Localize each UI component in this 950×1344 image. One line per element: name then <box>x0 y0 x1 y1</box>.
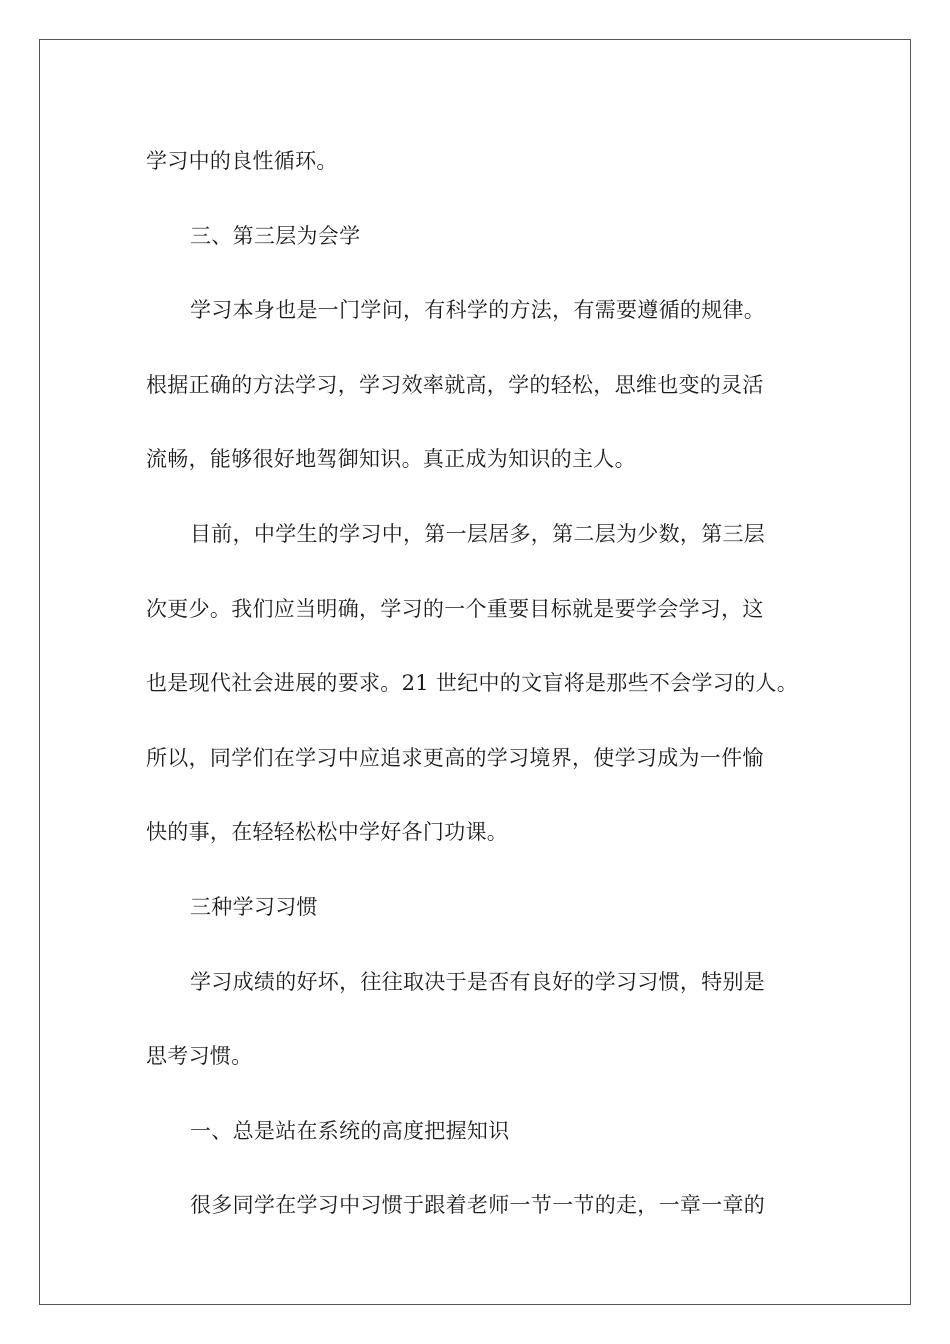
section-heading-third-level: 三、第三层为会学 <box>190 223 361 248</box>
paragraph-line: 次更少。我们应当明确，学习的一个重要目标就是要学会学习，这 <box>146 596 764 621</box>
paragraph-line: 学习本身也是一门学问，有科学的方法，有需要遵循的规律。 <box>190 298 766 323</box>
paragraph-line: 根据正确的方法学习，学习效率就高，学的轻松，思维也变的灵活 <box>146 372 764 397</box>
paragraph-line: 所以，同学们在学习中应追求更高的学习境界，使学习成为一件愉 <box>146 745 764 770</box>
paragraph-continuation: 学习中的良性循环。 <box>146 149 338 173</box>
paragraph-line: 思考习惯。 <box>146 1044 253 1069</box>
section-heading-habits: 三种学习习惯 <box>190 894 318 919</box>
subsection-heading-system: 一、总是站在系统的高度把握知识 <box>190 1118 510 1143</box>
paragraph-line: 目前，中学生的学习中，第一层居多，第二层为少数，第三层 <box>190 521 766 546</box>
paragraph-line: 学习成绩的好坏，往往取决于是否有良好的学习习惯，特别是 <box>190 969 766 994</box>
paragraph-line: 很多同学在学习中习惯于跟着老师一节一节的走，一章一章的 <box>190 1193 766 1218</box>
paragraph-line: 流畅，能够很好地驾御知识。真正成为知识的主人。 <box>146 447 636 472</box>
paragraph-line: 也是现代社会进展的要求。21 世纪中的文盲将是那些不会学习的人。 <box>146 671 798 696</box>
paragraph-line: 快的事，在轻轻松松中学好各门功课。 <box>146 820 509 845</box>
document-body <box>146 124 826 1243</box>
